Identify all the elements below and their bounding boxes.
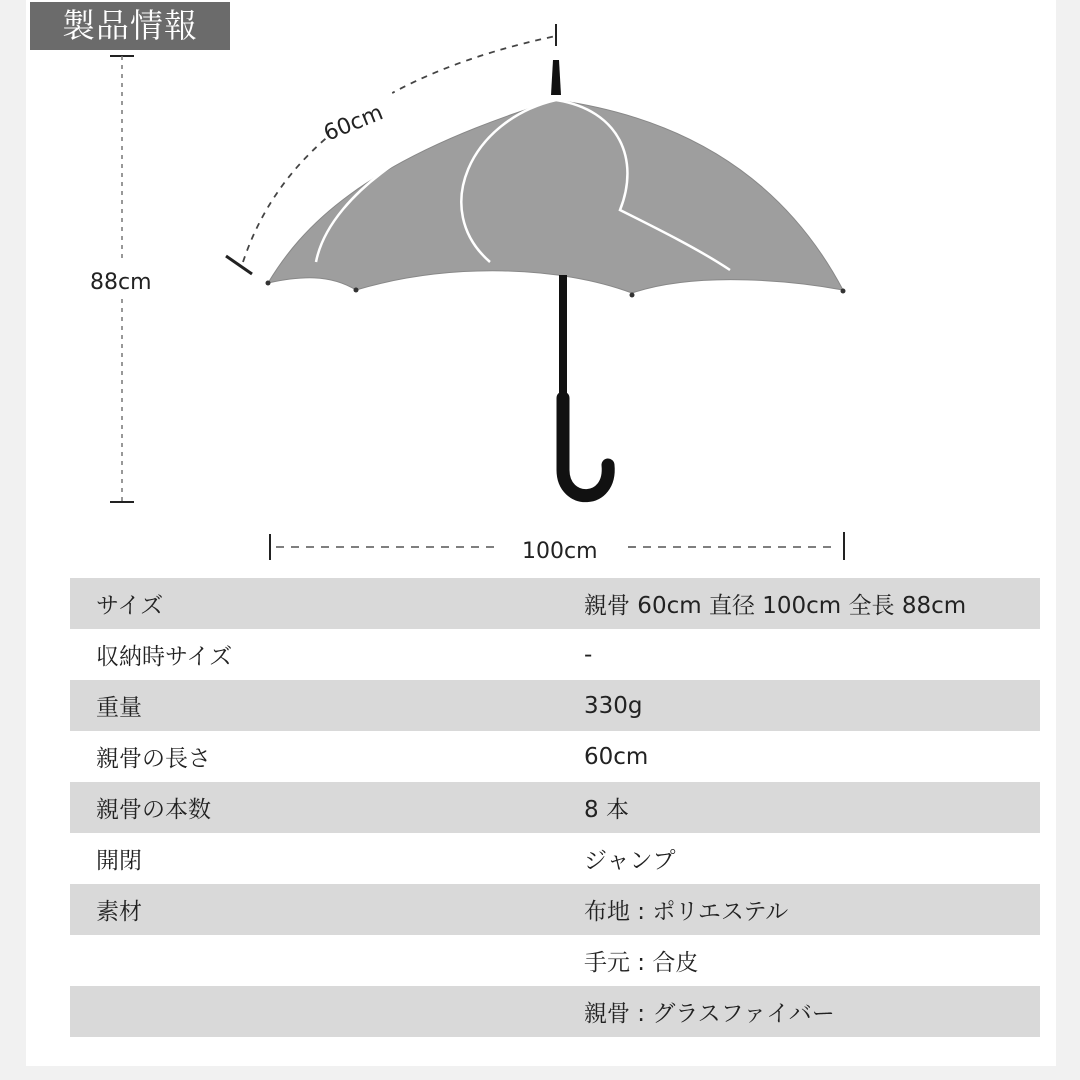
spec-value: 親骨 60cm 直径 100cm 全長 88cm (584, 593, 967, 619)
diameter-label: 100cm (522, 539, 598, 564)
spec-label (70, 935, 584, 986)
table-row (70, 782, 1040, 833)
spec-table (70, 578, 1040, 1037)
table-row (70, 629, 1040, 680)
table-row (70, 680, 1040, 731)
spec-value: 330g (584, 692, 643, 719)
spec-value: 8 本 (584, 797, 629, 823)
spec-label: 素材 (96, 899, 142, 925)
spec-value: - (584, 641, 593, 668)
table-row (70, 935, 1040, 986)
section-title: 製品情報 (30, 2, 230, 50)
spec-label: 開閉 (96, 848, 142, 874)
spec-value: 手元 : 合皮 (584, 950, 699, 976)
height-label: 88cm (90, 270, 152, 295)
spec-label: サイズ (96, 593, 164, 619)
spec-value: 60cm (584, 743, 649, 770)
spec-label: 重量 (96, 695, 142, 721)
umbrella-handle (563, 398, 608, 496)
spec-value: 布地 : ポリエステル (584, 899, 789, 925)
table-row (70, 833, 1040, 884)
umbrella-shaft (559, 275, 567, 401)
table-row (70, 986, 1040, 1037)
table-row (70, 884, 1040, 935)
spec-value: ジャンプ (584, 848, 676, 874)
spec-label: 収納時サイズ (96, 644, 233, 670)
rib-label: 60cm (320, 100, 387, 147)
table-row (70, 731, 1040, 782)
spec-label: 親骨の本数 (96, 797, 211, 823)
spec-label: 親骨の長さ (96, 746, 211, 772)
spec-value: 親骨 : グラスファイバー (584, 1001, 835, 1027)
table-row (70, 578, 1040, 629)
spec-label (70, 986, 584, 1037)
umbrella-tip (551, 60, 561, 95)
